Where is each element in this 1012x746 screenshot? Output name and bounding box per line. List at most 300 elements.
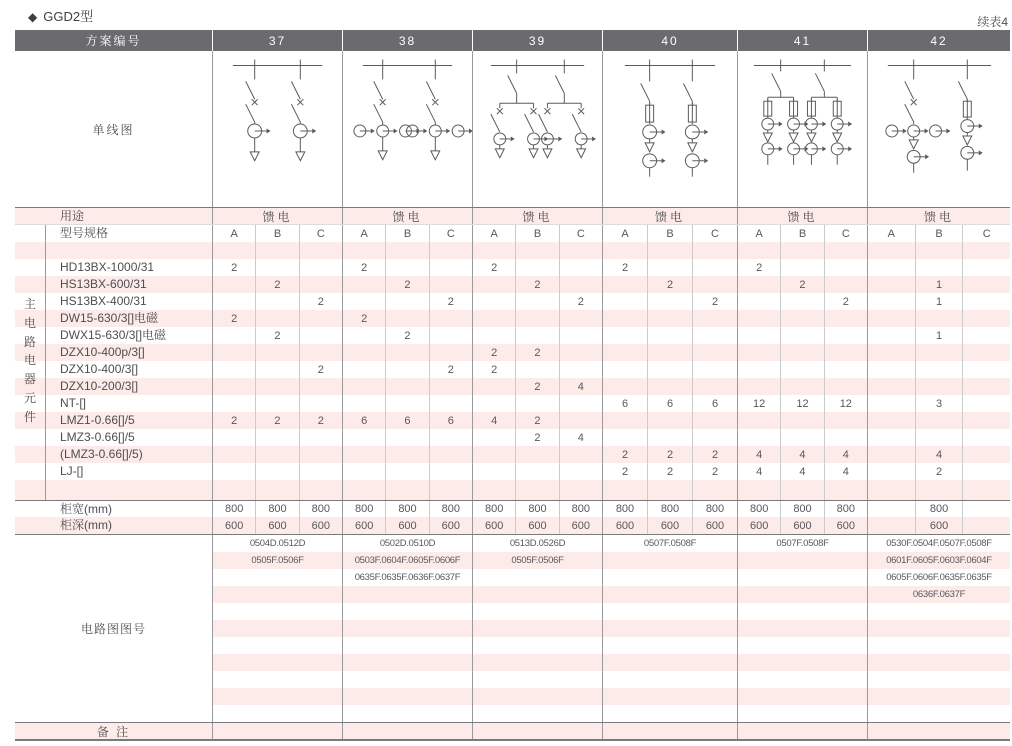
scheme-cell	[212, 395, 342, 412]
circuit-number-cell: 0636F.0637F	[868, 586, 1010, 603]
circuit-number-cell	[868, 654, 1010, 671]
quantity-cell	[868, 480, 915, 500]
quantity-cell	[603, 378, 647, 395]
quantity-cell: 6	[385, 412, 428, 429]
dimension-cell: 800	[484, 503, 504, 515]
circuit-scheme-cell	[472, 535, 602, 722]
quantity-cell	[824, 378, 867, 395]
quantity-cell	[962, 361, 1010, 378]
quantity-cell	[915, 259, 963, 276]
scheme-cell	[472, 344, 602, 361]
quantity-cell	[385, 259, 428, 276]
scheme-cell	[737, 446, 867, 463]
component-label: HS13BX-600/31	[60, 277, 147, 291]
quantity-cell	[473, 446, 515, 463]
circuit-number-cell	[213, 620, 342, 637]
quantity-cell	[299, 276, 342, 293]
circuit-number-cell	[343, 637, 472, 654]
quantity-cell: 2	[491, 346, 498, 359]
quantity-cell: 2	[491, 363, 498, 376]
scheme-cell	[737, 501, 867, 517]
quantity-cell: 6	[647, 395, 692, 412]
dimension-cell: 600	[255, 517, 298, 534]
quantity-cell	[603, 412, 647, 429]
quantity-cell	[473, 463, 515, 480]
quantity-cell: 4	[915, 446, 963, 463]
scheme-cell	[472, 395, 602, 412]
quantity-cell: 2	[231, 414, 238, 427]
quantity-cell	[962, 429, 1010, 446]
quantity-cell	[429, 242, 472, 259]
header-scheme-cell: 38	[342, 30, 472, 51]
quantity-cell	[780, 361, 823, 378]
circuit-number-cell	[343, 620, 472, 637]
quantity-cell	[647, 480, 692, 500]
scheme-cell	[737, 412, 867, 429]
quantity-cell	[824, 259, 867, 276]
spec-row	[15, 225, 1010, 242]
circuit-scheme-cell	[602, 535, 737, 722]
quantity-cell	[962, 412, 1010, 429]
quantity-cell: 2	[780, 276, 823, 293]
quantity-cell	[738, 344, 780, 361]
quantity-cell	[559, 395, 602, 412]
single-line-diagram-42	[867, 51, 1010, 207]
dimension-cell	[868, 501, 915, 517]
quantity-cell	[213, 446, 255, 463]
quantity-cell	[868, 310, 915, 327]
quantity-cell	[299, 429, 342, 446]
component-label: DZX10-400p/3[]	[60, 345, 145, 359]
dimension-cell	[962, 501, 1010, 517]
quantity-cell	[559, 412, 602, 429]
quantity-cell	[824, 429, 867, 446]
scheme-cell	[602, 344, 737, 361]
quantity-cell	[824, 344, 867, 361]
quantity-cell	[603, 429, 647, 446]
quantity-cell	[780, 259, 823, 276]
subcol-header: C	[692, 225, 737, 242]
circuit-number-cell: 0507F.0508F	[776, 538, 829, 549]
quantity-cell	[603, 344, 647, 361]
quantity-cell: 2	[621, 465, 629, 478]
quantity-cell	[299, 310, 342, 327]
quantity-cell	[299, 446, 342, 463]
quantity-cell	[780, 242, 823, 259]
scheme-cell	[867, 344, 1010, 361]
scheme-cell	[472, 517, 602, 534]
scheme-cell	[602, 259, 737, 276]
scheme-cell	[737, 395, 867, 412]
page-title-text: GGD2型	[43, 9, 94, 24]
quantity-cell	[559, 310, 602, 327]
component-row	[15, 259, 1010, 276]
scheme-cell	[342, 463, 472, 480]
quantity-cell	[559, 327, 602, 344]
quantity-cell	[473, 327, 515, 344]
subcol-header: B	[515, 225, 558, 242]
dimension-cell: 600	[615, 519, 635, 532]
scheme-cell	[867, 242, 1010, 259]
quantity-cell	[213, 293, 255, 310]
scheme-cell	[342, 310, 472, 327]
circuit-number-cell	[603, 705, 737, 722]
circuit-number-cell	[473, 671, 602, 688]
circuit-number-cell	[603, 552, 737, 569]
circuit-number-cell	[868, 688, 1010, 705]
scheme-cell	[602, 480, 737, 500]
quantity-cell	[738, 276, 780, 293]
quantity-cell	[255, 463, 298, 480]
quantity-cell	[429, 480, 472, 500]
cabinet-width-label: 柜宽(mm)	[60, 502, 112, 516]
circuit-number-cell	[868, 603, 1010, 620]
scheme-cell	[602, 310, 737, 327]
usage-value-cell: 馈电	[342, 208, 472, 224]
circuit-number-cell	[738, 705, 867, 722]
quantity-cell: 2	[621, 261, 629, 274]
scheme-cell	[867, 446, 1010, 463]
scheme-cell	[342, 480, 472, 500]
quantity-cell	[780, 327, 823, 344]
quantity-cell	[647, 361, 692, 378]
scheme-cell	[212, 378, 342, 395]
scheme-cell	[342, 293, 472, 310]
quantity-cell	[429, 378, 472, 395]
quantity-cell	[559, 361, 602, 378]
component-row	[15, 276, 1010, 293]
scheme-cell	[342, 276, 472, 293]
quantity-cell	[962, 276, 1010, 293]
quantity-cell: 6	[429, 412, 472, 429]
quantity-cell: 2	[756, 261, 763, 274]
usage-label: 用途	[60, 209, 85, 223]
quantity-cell	[429, 327, 472, 344]
scheme-cell	[472, 412, 602, 429]
quantity-cell	[515, 361, 558, 378]
quantity-cell	[868, 327, 915, 344]
quantity-cell: 2	[515, 429, 558, 446]
circuit-number-cell	[213, 654, 342, 671]
circuit-number-cell	[603, 637, 737, 654]
scheme-cell	[472, 293, 602, 310]
quantity-cell	[429, 310, 472, 327]
scheme-cell	[737, 480, 867, 500]
circuit-number-cell	[343, 654, 472, 671]
side-label-char: 电	[23, 353, 36, 368]
spec-scheme-cell	[737, 225, 867, 242]
quantity-cell	[692, 344, 737, 361]
quantity-cell: 2	[429, 361, 472, 378]
scheme-cell	[342, 378, 472, 395]
circuit-scheme-cell	[737, 535, 867, 722]
circuit-number-cell: 0601F.0605F.0603F.0604F	[868, 552, 1010, 569]
circuit-number-cell: 0513D.0526D	[509, 538, 566, 549]
scheme-cell	[737, 310, 867, 327]
quantity-cell	[255, 361, 298, 378]
circuit-number-cell	[868, 637, 1010, 654]
quantity-cell: 2	[255, 276, 298, 293]
quantity-cell	[647, 242, 692, 259]
component-row	[15, 310, 1010, 327]
side-strip-divider	[45, 225, 46, 500]
scheme-cell	[602, 412, 737, 429]
scheme-cell	[472, 429, 602, 446]
quantity-cell	[868, 361, 915, 378]
component-row	[15, 293, 1010, 310]
quantity-cell	[429, 395, 472, 412]
header-label: 方案编号	[85, 34, 142, 48]
component-row	[15, 463, 1010, 480]
component-label: DW15-630/3[]电磁	[60, 311, 159, 325]
scheme-cell	[602, 395, 737, 412]
scheme-cell	[602, 378, 737, 395]
quantity-cell	[255, 395, 298, 412]
quantity-cell: 2	[491, 261, 498, 274]
scheme-cell	[737, 463, 867, 480]
dimension-cell: 800	[515, 501, 558, 517]
circuit-number-cell	[343, 705, 472, 722]
quantity-cell	[473, 276, 515, 293]
quantity-cell: 2	[299, 361, 342, 378]
quantity-cell	[515, 446, 558, 463]
quantity-cell	[385, 480, 428, 500]
quantity-cell	[603, 242, 647, 259]
quantity-cell	[299, 344, 342, 361]
scheme-cell	[602, 361, 737, 378]
quantity-cell	[473, 395, 515, 412]
single-line-diagram-41	[737, 51, 867, 207]
subcol-header: B	[647, 225, 692, 242]
circuit-number-cell	[738, 671, 867, 688]
circuit-section-label: 电路图图号	[80, 622, 146, 636]
quantity-cell: 2	[429, 293, 472, 310]
single-line-diagram-40	[602, 51, 737, 207]
component-row	[15, 429, 1010, 446]
quantity-cell	[343, 480, 385, 500]
component-label: LMZ3-0.66[]/5	[60, 430, 135, 444]
scheme-cell	[342, 242, 472, 259]
quantity-cell	[559, 463, 602, 480]
quantity-cell	[603, 310, 647, 327]
quantity-cell	[343, 429, 385, 446]
component-label: LMZ1-0.66[]/5	[60, 413, 135, 427]
remark-row	[15, 722, 1010, 741]
quantity-cell	[385, 293, 428, 310]
quantity-cell: 2	[361, 312, 368, 325]
quantity-cell	[343, 361, 385, 378]
scheme-cell	[737, 344, 867, 361]
quantity-cell	[299, 242, 342, 259]
scheme-cell	[867, 429, 1010, 446]
quantity-cell	[824, 412, 867, 429]
quantity-cell	[692, 276, 737, 293]
quantity-cell	[343, 242, 385, 259]
circuit-number-cell	[213, 603, 342, 620]
scheme-cell	[737, 276, 867, 293]
quantity-cell: 1	[915, 276, 963, 293]
quantity-cell	[385, 361, 428, 378]
scheme-cell	[342, 501, 472, 517]
quantity-cell	[385, 242, 428, 259]
dimension-cell: 600	[647, 517, 692, 534]
quantity-cell	[515, 293, 558, 310]
quantity-cell	[559, 446, 602, 463]
quantity-cell	[868, 276, 915, 293]
scheme-cell	[472, 446, 602, 463]
quantity-cell	[343, 344, 385, 361]
subcol-header: A	[230, 227, 238, 240]
scheme-cell	[212, 259, 342, 276]
subcol-header: A	[360, 227, 368, 240]
side-label-char: 路	[23, 334, 36, 349]
quantity-cell: 2	[361, 261, 368, 274]
quantity-cell	[868, 259, 915, 276]
circuit-number-cell	[738, 637, 867, 654]
quantity-cell	[647, 327, 692, 344]
quantity-cell: 1	[915, 293, 963, 310]
quantity-cell	[343, 327, 385, 344]
quantity-cell	[385, 378, 428, 395]
quantity-cell: 12	[824, 395, 867, 412]
circuit-number-cell	[738, 552, 867, 569]
quantity-cell	[647, 259, 692, 276]
circuit-number-cell: 0504D.0512D	[249, 538, 306, 549]
dimension-cell: 800	[385, 501, 428, 517]
circuit-number-cell	[603, 671, 737, 688]
quantity-cell	[473, 310, 515, 327]
quantity-cell	[603, 276, 647, 293]
page-title	[28, 6, 93, 25]
dimension-cell: 800	[780, 501, 823, 517]
side-label-char: 件	[23, 409, 36, 424]
header-scheme-cell: 40	[602, 30, 737, 51]
quantity-cell: 2	[692, 446, 737, 463]
circuit-number-cell	[213, 569, 342, 586]
scheme-cell	[342, 344, 472, 361]
circuit-number-cell: 0605F.0606F.0635F.0635F	[886, 572, 992, 583]
quantity-cell	[213, 276, 255, 293]
quantity-cell	[343, 463, 385, 480]
dimension-cell: 800	[749, 503, 769, 515]
quantity-cell: 4	[824, 446, 867, 463]
quantity-cell	[299, 259, 342, 276]
usage-value-cell: 馈电	[472, 208, 602, 224]
cabinet-width-row	[15, 500, 1010, 517]
component-row	[15, 327, 1010, 344]
scheme-cell	[867, 276, 1010, 293]
scheme-cell	[602, 293, 737, 310]
quantity-cell: 4	[780, 463, 823, 480]
header-row	[15, 30, 1010, 51]
quantity-cell	[385, 429, 428, 446]
circuit-number-cell	[603, 620, 737, 637]
quantity-cell	[255, 480, 298, 500]
scheme-cell	[602, 517, 737, 534]
quantity-cell	[915, 378, 963, 395]
quantity-cell: 4	[780, 446, 823, 463]
component-row	[15, 344, 1010, 361]
subcol-header: C	[429, 225, 472, 242]
component-row	[15, 446, 1010, 463]
quantity-cell	[780, 412, 823, 429]
quantity-cell: 4	[756, 465, 763, 478]
scheme-cell	[342, 259, 472, 276]
subcol-header: B	[255, 225, 298, 242]
circuit-number-cell	[603, 688, 737, 705]
side-label-char: 器	[23, 372, 36, 387]
component-label: NT-[]	[60, 396, 86, 410]
scheme-cell	[342, 361, 472, 378]
dimension-cell: 600	[299, 517, 342, 534]
circuit-scheme-cell	[212, 535, 342, 722]
quantity-cell	[255, 446, 298, 463]
quantity-cell	[213, 395, 255, 412]
quantity-cell	[515, 259, 558, 276]
scheme-cell	[867, 501, 1010, 517]
remark-cell	[737, 723, 867, 739]
quantity-cell	[692, 259, 737, 276]
quantity-cell	[299, 480, 342, 500]
dimension-cell: 600	[354, 519, 374, 532]
scheme-cell	[342, 395, 472, 412]
scheme-cell	[472, 327, 602, 344]
quantity-cell	[915, 480, 963, 500]
quantity-cell	[515, 480, 558, 500]
quantity-cell	[692, 480, 737, 500]
scheme-cell	[737, 242, 867, 259]
scheme-cell	[342, 517, 472, 534]
scheme-cell	[737, 378, 867, 395]
quantity-cell	[692, 412, 737, 429]
quantity-cell: 2	[515, 378, 558, 395]
quantity-cell	[692, 361, 737, 378]
quantity-cell	[915, 361, 963, 378]
quantity-cell	[915, 344, 963, 361]
circuit-number-cell	[738, 654, 867, 671]
single-line-diagram-row	[15, 51, 1010, 208]
circuit-number-cell: 0502D.0510D	[379, 538, 436, 549]
quantity-cell: 4	[559, 429, 602, 446]
quantity-cell	[915, 310, 963, 327]
quantity-cell	[213, 429, 255, 446]
dimension-cell: 800	[429, 501, 472, 517]
scheme-cell	[212, 242, 342, 259]
quantity-cell: 4	[491, 414, 498, 427]
scheme-cell	[867, 480, 1010, 500]
quantity-cell	[299, 327, 342, 344]
circuit-number-cell	[738, 688, 867, 705]
scheme-cell	[472, 361, 602, 378]
quantity-cell	[647, 429, 692, 446]
circuit-number-cell	[213, 688, 342, 705]
quantity-cell	[738, 293, 780, 310]
quantity-cell	[915, 412, 963, 429]
scheme-cell	[867, 361, 1010, 378]
subcol-header: B	[780, 225, 823, 242]
dimension-cell: 800	[692, 501, 737, 517]
circuit-number-cell: 0635F.0635F.0636F.0637F	[354, 572, 461, 583]
quantity-cell	[515, 327, 558, 344]
component-label: DWX15-630/3[]电磁	[60, 328, 167, 342]
circuit-number-cell	[603, 569, 737, 586]
quantity-cell	[429, 463, 472, 480]
quantity-cell: 2	[515, 344, 558, 361]
scheme-cell	[342, 429, 472, 446]
quantity-cell	[255, 378, 298, 395]
quantity-cell	[738, 480, 780, 500]
quantity-cell	[213, 242, 255, 259]
